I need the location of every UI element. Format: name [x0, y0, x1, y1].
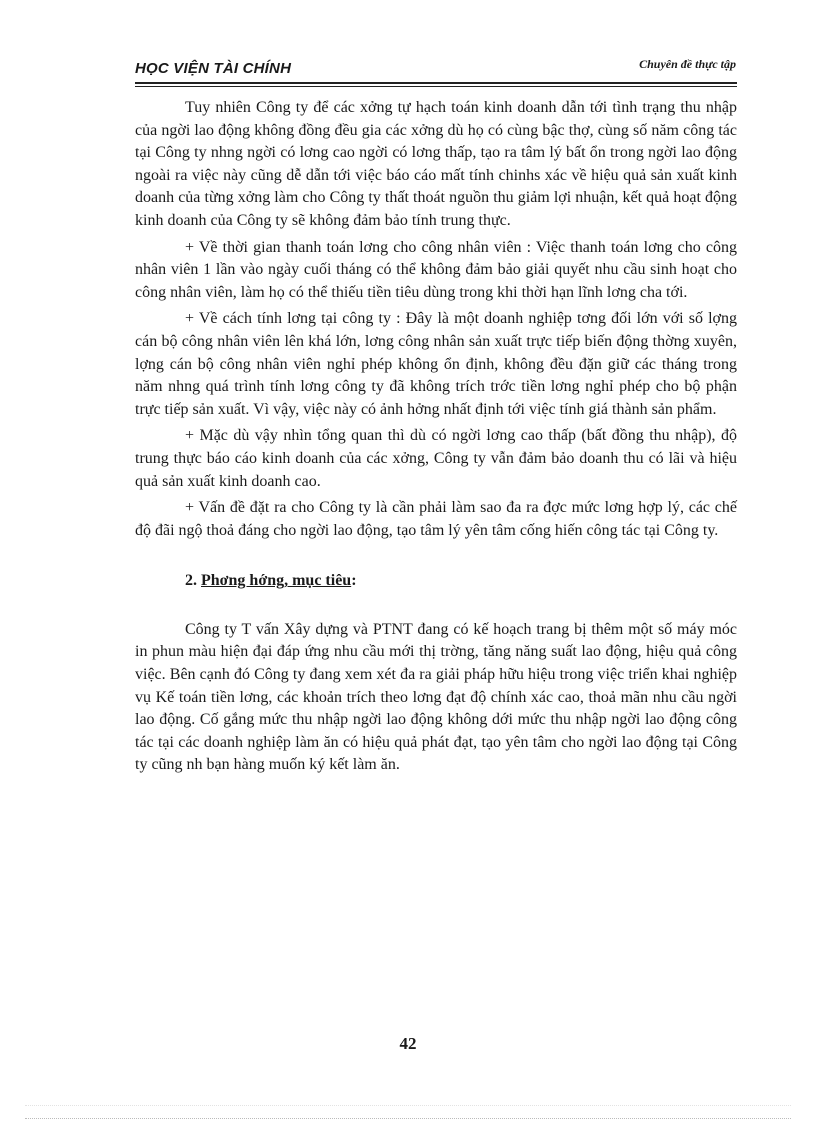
document-type-label: Chuyên đề thực tập — [639, 57, 736, 71]
page-number: 42 — [399, 1034, 417, 1053]
paragraph: + Về thời gian thanh toán lơng cho công nhân viên : Việc thanh toán lơng cho công nhân viên 1 lần vào ngày cuối tháng có thể không đảm bảo giải quyết nhu cầu sinh hoạt cho công nhân viên, làm họ có thể thiếu tiền tiêu dùng trong khi thời hạn lĩnh lơng cha tới. — [135, 238, 737, 301]
footer-divider — [25, 1105, 791, 1106]
paragraph: Tuy nhiên Công ty để các xởng tự hạch toán kinh doanh dẫn tới tình trạng thu nhập của ngời lao động không đồng đều gia các xởng dù họ có cùng bậc thợ, cùng số năm công tác tại Công ty nhng ngời có lơng cao ngời có lơng thấp, tạo ra tâm lý bất ổn trong ngời lao động ngoài ra việc này cũng dễ dẫn tới việc báo cáo mất tính chinhs xác về hiệu quả sản xuất kinh doanh của từng xởng làm cho Công ty thất thoát nguồn thu giảm lợi nhuận, kết quả hoạt động kinh doanh của Công ty sẽ không đảm bảo tính trung thực. — [135, 99, 737, 229]
paragraph: Công ty T vấn Xây dựng và PTNT đang có kế hoạch trang bị thêm một số máy móc in phun màu hiện đại đáp ứng nhu cầu mới thị trờng, tăng năng suất lao động, hiệu quả công việc. Bên cạnh đó Công ty đang xem xét đa ra giải pháp hữu hiệu trong việc triển khai nghiệp vụ Kế toán tiền lơng, các khoản trích theo lơng đạt độ chính xác cao, thoả mãn nhu cầu ngời lao động. Cố gắng mức thu nhập ngời lao động không dới mức thu nhập ngời lao động công tác tại các doanh nghiệp làm ăn có hiệu quả phát đạt, tạo yên tâm cho ngời lao động tại Công ty cũng nh bạn hàng muốn ký kết làm ăn. — [135, 620, 737, 774]
section-colon: : — [351, 572, 357, 590]
section-number: 2. — [185, 572, 197, 590]
page-body — [135, 97, 737, 781]
paragraph: + Về cách tính lơng tại công ty : Đây là một doanh nghiệp tơng đối lớn với số lợng cán bộ công nhân viên lên khá lớn, lơng công nhân sản xuất trực tiếp biến động thờng xuyên, lợng cán bộ công nhân viên nghỉ phép không ổn định, không đều đặn giữ các tháng trong năm nhng quá trình tính lơng công ty đã không trích trớc tiền lơng nghỉ phép cho bộ phận trực tiếp sản xuất. Vì vậy, việc này có ảnh hởng nhất định tới việc tính giá thành sản phẩm. — [135, 310, 737, 418]
paragraph: + Vấn đề đặt ra cho Công ty là cần phải làm sao đa ra đợc mức lơng hợp lý, các chế độ đãi ngộ thoả đáng cho ngời lao động, tạo tâm lý yên tâm cống hiến công tác tại Công ty. — [135, 499, 737, 539]
institution-name: HỌC VIỆN TÀI CHÍNH — [135, 60, 292, 77]
footer-divider — [25, 1118, 791, 1119]
paragraph: + Mặc dù vậy nhìn tổng quan thì dù có ngời lơng cao thấp (bất đồng thu nhập), độ trung thực báo cáo kinh doanh của các xởng, Công ty vẫn đảm bảo doanh thu có lãi và hiệu quả sản xuất kinh doanh cao. — [135, 427, 737, 490]
section-title: Phơng hớng, mục tiêu — [201, 572, 352, 590]
section-heading — [135, 570, 737, 593]
header-divider — [135, 82, 737, 87]
